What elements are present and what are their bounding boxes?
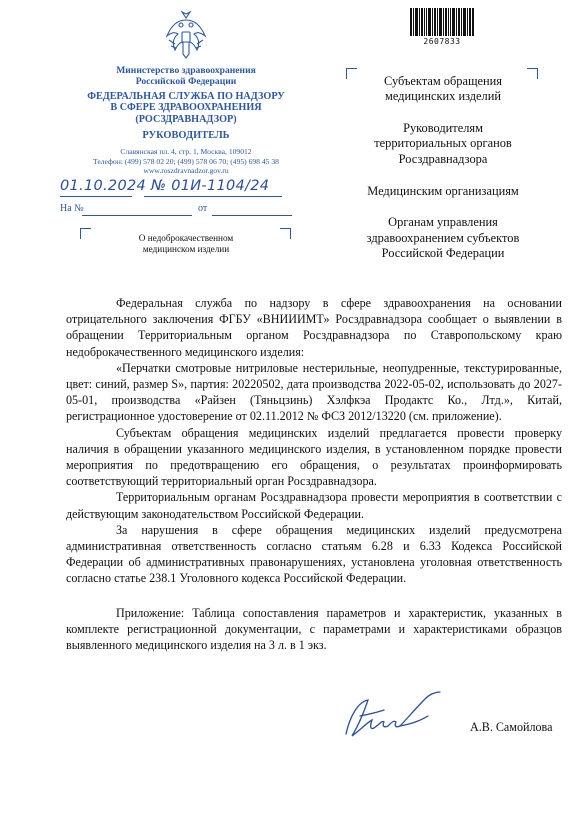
service-line: ФЕДЕРАЛЬНАЯ СЛУЖБА ПО НАДЗОРУ [87, 91, 285, 102]
addressee-line: медицинских изделий [385, 89, 501, 104]
subject [96, 233, 276, 255]
signature-icon [340, 686, 470, 742]
body-paragraph: За нарушения в сфере обращения медицинских изделий предусмотрена административная ответственность согласно статьям 6.28 и 6.33 Кодекса Российской Федерации об административных правонарушениях, установлена уголовная ответственность согласно статье 238.1 Уголовного кодекса Российской Федерации. [66, 522, 562, 586]
body-paragraph: Территориальным органам Росздравнадзора провести мероприятия в соответствии с действующим законодательством Российской Федерации. [66, 490, 562, 521]
service-name [60, 91, 312, 125]
body-paragraph: Федеральная служба по надзору в сфере здравоохранения на основании отрицательного заключения ФГБУ «ВНИИИМТ» Росздравнадзора сообщает о выявлении в обращении Территориальным органом Росздравнадзора по Ставропольскому краю недоброкачественного медицинского изделия: [66, 296, 562, 359]
addressee-line: Росздравнадзора [398, 151, 488, 166]
number-underline [144, 196, 282, 197]
addressees-block [348, 74, 538, 278]
date-underline [60, 196, 132, 197]
body-paragraph: Субъектам обращения медицинских изделий предлагается провести проверку наличия в обращении указанного медицинского изделия, в установленном порядке провести мероприятия по предотвращению его обращения, о результатах проинформировать соответствующий территориальный орган Росздравнадзора. [66, 425, 562, 489]
attachment-paragraph: Приложение: Таблица сопоставления параметров и характеристик, указанных в комплекте регистрационной документации, с параметрами и характеристиками образцов выявленного медицинского изделия на 3 л. в 1 экз. [66, 605, 562, 653]
website-line: www.roszdravnadzor.gov.ru [143, 166, 229, 176]
addressee-line: Органам управления [388, 215, 498, 230]
state-emblem-icon [163, 8, 209, 62]
addressee-line: Субъектам обращения [384, 74, 502, 88]
addressee-line: территориальных органов [374, 136, 512, 151]
addressee-group [348, 121, 538, 167]
ministry-name [70, 65, 302, 87]
addressee-line: Руководителям [403, 120, 483, 135]
subject-corner-right [280, 228, 291, 239]
body-paragraph-product: «Перчатки смотровые нитриловые нестерильные, неопудренные, текстурированные, цвет: синий, размер S», партия: 20220502, дата производства 2022-05-02, использовать до 2027-05-01, производства «Райзен (Тяньцзинь) Хэлфкэа Продактс Ко., Лтд.», Китай, регистрационное удостоверение от 02.11.2012 № ФСЗ 2012/13220 (см. приложение). [66, 360, 562, 424]
addressee-line: Медицинским организациям [367, 184, 519, 199]
barcode-icon [410, 8, 474, 36]
phone-line: Телефон: (499) 578 02 20; (499) 578 06 70; (495) 698 45 38 [93, 156, 279, 166]
reply-date-line [212, 215, 292, 216]
letter-body [66, 295, 562, 653]
head-title: РУКОВОДИТЕЛЬ [142, 130, 230, 141]
subject-corner-left [80, 228, 91, 239]
addressee-group [348, 184, 538, 199]
service-line: (РОСЗДРАВНАДЗОР) [135, 113, 237, 125]
reply-date-label: от [198, 203, 208, 214]
ministry-line: Министерство здравоохранения [116, 65, 256, 76]
ministry-line: Российской Федерации [135, 76, 237, 87]
service-line: В СФЕРЕ ЗДРАВООХРАНЕНИЯ [110, 102, 262, 114]
reply-number-line [82, 215, 192, 216]
registration-date-number: 01.10.2024 № 01И-1104/24 [60, 178, 270, 194]
signer-name: А.В. Самойлова [470, 720, 553, 734]
addressee-group [348, 74, 538, 105]
contact-address [56, 147, 316, 176]
addressee-group [348, 215, 538, 261]
address-line: Славянская пл. 4, стр. 1, Москва, 109012 [120, 147, 252, 156]
addressee-line: Российской Федерации [381, 246, 505, 261]
subject-line: медицинском изделии [142, 244, 230, 254]
reply-to-label: На № [60, 203, 84, 214]
subject-line: О недоброкачественном [138, 233, 234, 243]
addressee-line: здравоохранением субъектов [366, 230, 520, 245]
barcode-number: 2607833 [423, 37, 461, 46]
